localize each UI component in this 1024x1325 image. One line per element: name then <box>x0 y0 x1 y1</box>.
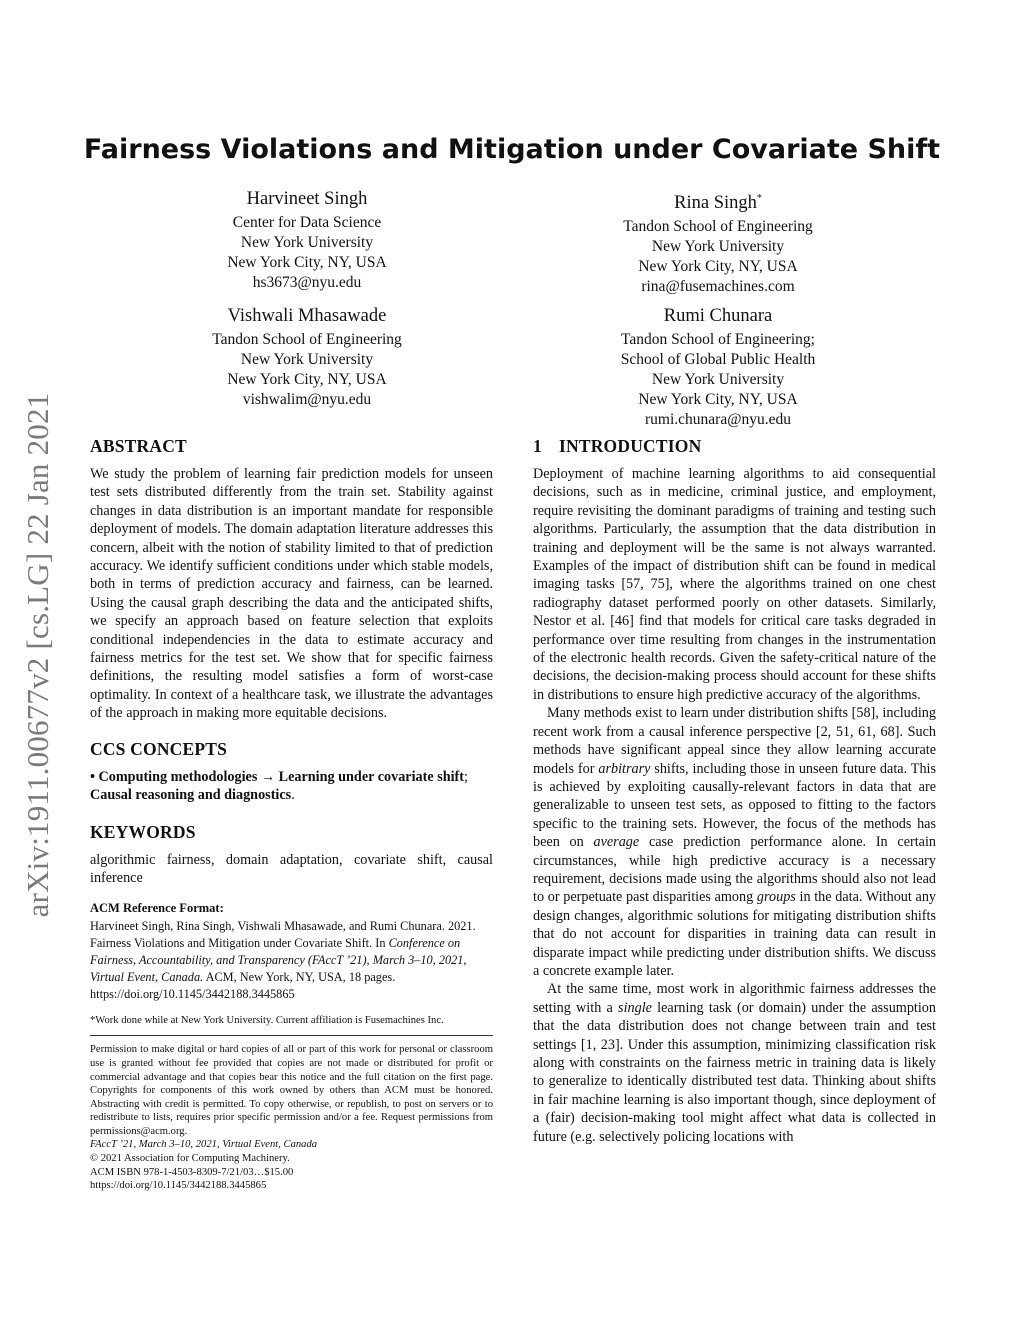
author-affiliation: New York University <box>651 371 785 388</box>
author-block-3 <box>137 303 477 410</box>
author-footnote-mark: * <box>756 193 762 204</box>
intro-paragraph-1: Deployment of machine learning algorithms to aid consequential decisions, such as in medicine, criminal justice, and employment, require revisiting the dominant paradigms of training and testing such algorithms. Particularly, the assumption that the data distribution in training and deployment will be the same is not always warranted. Examples of the impact of distribution shift can be found in medical imaging tasks [57, 75], where the algorithms trained on one chest radiography dataset performed poorly on other datasets. Similarly, Nestor et al. [46] find that models for critical care tasks degraded in performance over time resulting from changes in the instrumentation of the electronic health records. Given the safety-critical nature of the decisions, the decision-making process should account for these shifts in distributions to ensure high predictive accuracy of the algorithms. <box>533 466 936 703</box>
author-affiliation: Tandon School of Engineering; <box>621 331 815 348</box>
doi-link[interactable]: https://doi.org/10.1145/3442188.3445865 <box>90 1180 267 1192</box>
abstract-text: We study the problem of learning fair prediction models for unseen test sets distributed differently from the train set. Stability against changes in data distribution is an important mandate for responsible deployment of models. The domain adaptation literature addresses this concern, albeit with the notion of stability limited to that of prediction accuracy. We identify sufficient conditions under which stable models, both in terms of prediction accuracy and fairness, can be learned. Using the causal graph describing the data and the anticipated shifts, we specify an approach based on feature selection that exploits conditional independencies in the data to estimate accuracy and fairness metrics for the test set. We show that for specific fairness definitions, the resulting model satisfies a form of worst-case optimality. In context of a healthcare task, we illustrate the advantages of the approach in making more equitable decisions. <box>90 466 493 722</box>
author-location: New York City, NY, USA <box>638 258 798 276</box>
author-affiliation: School of Global Public Health <box>620 351 816 368</box>
author-location: New York City, NY, USA <box>227 371 387 388</box>
permission-text: Permission to make digital or hard copies of all or part of this work for personal or classroom use is granted without fee provided that copies are not made or distributed for profit or commercial advantage and that copies bear this notice and the full citation on the first page. Copyrights for components of this work owned by others than ACM must be honored. Abstracting with credit is permitted. To copy otherwise, or republish, to post on servers or to redistribute to lists, requires prior specific permission and/or a fee. Request permissions from permissions@acm.org. <box>90 1044 493 1137</box>
intro-heading: 1 INTRODUCTION <box>533 436 702 456</box>
isbn-line: ACM ISBN 978-1-4503-8309-7/21/03…$15.00 <box>90 1166 294 1178</box>
author-email: vishwalim@nyu.edu <box>242 391 372 408</box>
arxiv-identifier-text: arXiv:1911.00677v2 [cs.LG] 22 Jan 2021 <box>20 392 55 918</box>
reference-format-heading: ACM Reference Format: <box>90 901 224 916</box>
conference-line: FAccT ’21, March 3–10, 2021, Virtual Event, Canada <box>90 1139 318 1151</box>
author-name: Vishwali Mhasawade <box>227 306 387 326</box>
author-block-1 <box>137 186 477 293</box>
author-email: rumi.chunara@nyu.edu <box>645 411 791 428</box>
abstract-heading: ABSTRACT <box>90 436 187 456</box>
author-footnote: *Work done while at New York University. Current affiliation is Fusemachines Inc. <box>90 1015 444 1027</box>
keywords-heading: KEYWORDS <box>90 821 196 842</box>
author-email: hs3673@nyu.edu <box>252 274 362 291</box>
author-location: New York City, NY, USA <box>227 254 387 271</box>
right-column <box>533 436 936 1146</box>
intro-paragraph-3: At the same time, most work in algorithmic fairness addresses the setting with a single learning task (or domain) under the assumption that the data distribution does not change between train and test settings [1, 23]. Under this assumption, minimizing classification risk along with constraints on the fairness metric in training data is likely to generalize to identically distributed test data. Thinking about shifts in fair machine learning is also important though, since deployment of a (fair) decision-making tool might affect what data is collected in future (e.g. selectively policing locations with <box>533 981 936 1145</box>
divider <box>90 1035 493 1036</box>
left-column <box>90 436 493 1193</box>
author-name: Rumi Chunara <box>663 306 773 326</box>
author-name: Harvineet Singh <box>246 189 368 209</box>
permission-block <box>90 1043 493 1193</box>
keywords-text: algorithmic fairness, domain adaptation, covariate shift, causal inference <box>90 851 493 886</box>
paper-title: Fairness Violations and Mitigation under Covariate Shift <box>83 134 941 165</box>
ccs-heading: CCS CONCEPTS <box>90 738 228 759</box>
author-block-2 <box>548 186 888 297</box>
author-affiliation: New York University <box>240 234 374 251</box>
reference-format-text: Harvineet Singh, Rina Singh, Vishwali Mhasawade, and Rumi Chunara. 2021. Fairness Violations and Mitigation under Covariate Shift. In Conference on Fairness, Accountability, and Transparency (FAccT ’21), March 3–10, 2021, Virtual Event, Canada. ACM, New York, NY, USA, 18 pages. https://doi.org/10.1145/3442188.3445865 <box>90 919 476 1002</box>
copyright-line: © 2021 Association for Computing Machinery. <box>90 1153 290 1165</box>
author-affiliation: New York University <box>651 238 785 256</box>
author-affiliation: New York University <box>240 351 374 368</box>
ccs-concepts: • Computing methodologies → Learning under covariate shift; Causal reasoning and diagnostics. <box>90 768 468 804</box>
author-location: New York City, NY, USA <box>638 391 798 408</box>
reference-format <box>90 901 493 1003</box>
author-name: Rina Singh* <box>674 193 762 214</box>
intro-paragraph-2: Many methods exist to learn under distribution shifts [58], including recent work from a causal inference perspective [2, 51, 61, 68]. Such methods have significant appeal since they allow learning accurate models for arbitrary shifts, including those in unseen future data. This is achieved by exploiting causally-relevant factors in data that are generalizable to unseen test sets, as opposed to fitting to the factors specific to the training sets. However, the focus of the methods has been on average case prediction performance alone. In certain circumstances, while high predictive accuracy is a necessary requirement, decisions made using the algorithms should also not lead to or perpetuate past disparities among groups in the data. Without any design changes, algorithmic solutions for mitigating distribution shifts that do not account for disparities in training data can result in disparate impact while predicting under distribution shifts. We discuss a concrete example later. <box>533 705 937 979</box>
author-affiliation: Center for Data Science <box>232 214 382 231</box>
author-block-4 <box>548 303 888 430</box>
author-affiliation: Tandon School of Engineering <box>623 218 813 236</box>
arxiv-identifier <box>20 360 56 950</box>
author-affiliation: Tandon School of Engineering <box>212 331 402 348</box>
author-email: rina@fusemachines.com <box>641 278 795 296</box>
